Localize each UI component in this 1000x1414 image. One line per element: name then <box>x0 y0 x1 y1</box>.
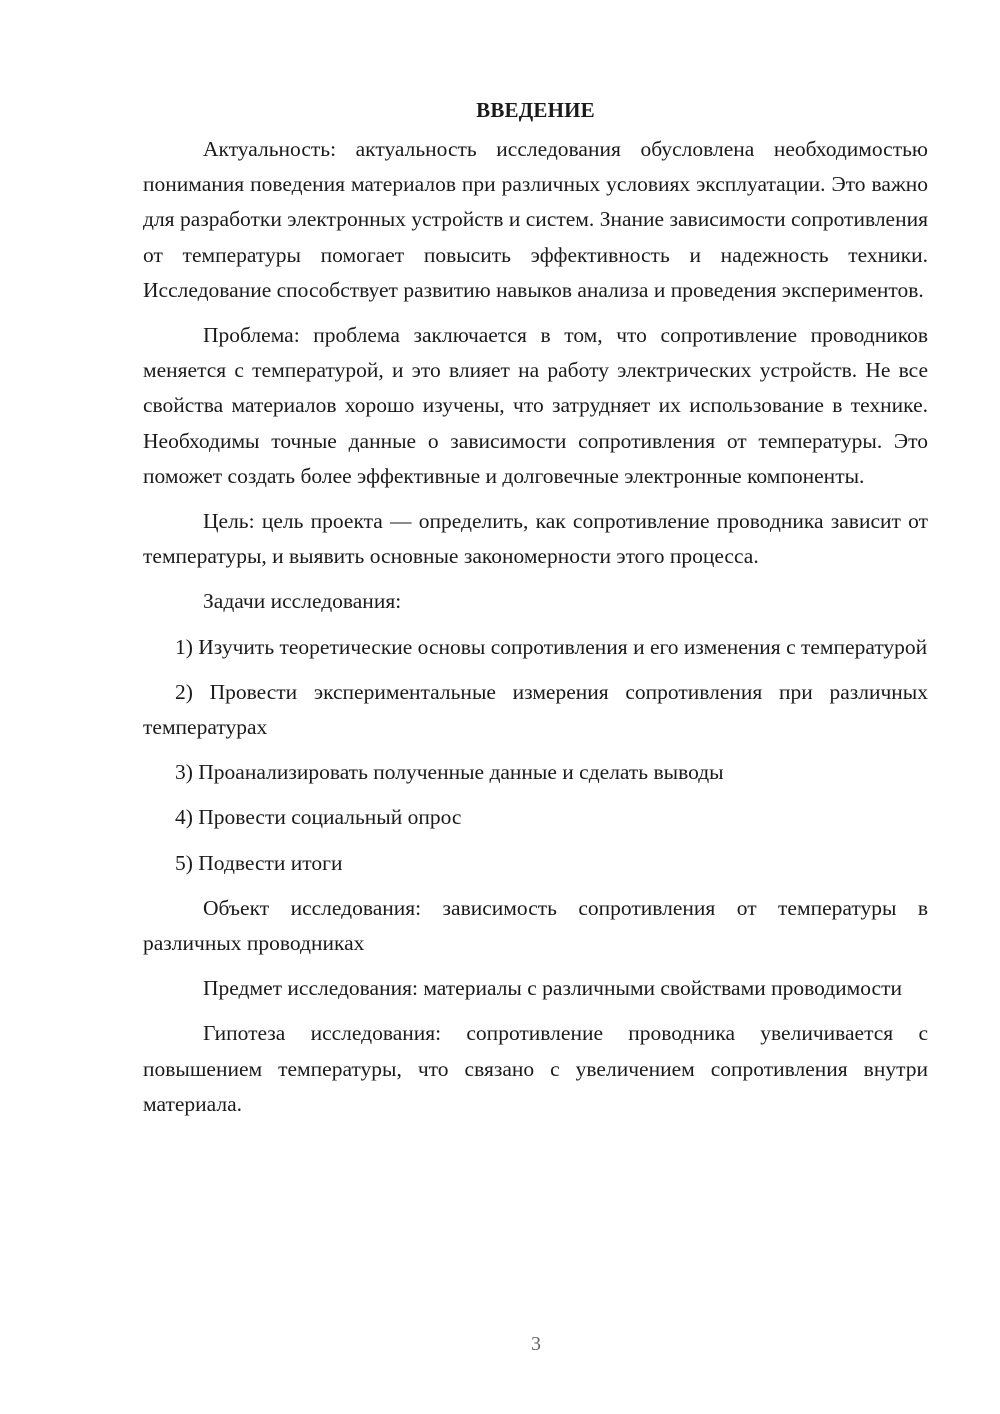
task-item-3: 3) Проанализировать полученные данные и сделать выводы <box>175 760 724 785</box>
subject-paragraph: Предмет исследования: материалы с различными свойствами проводимости <box>203 976 902 1001</box>
tasks-heading: Задачи исследования: <box>203 589 402 614</box>
task-item-5: 5) Подвести итоги <box>175 850 343 875</box>
hypothesis-paragraph: Гипотеза исследования: сопротивление проводника увеличивается с повышением температуры, что связано с увеличением сопротивления внутри материала. <box>143 1021 928 1116</box>
task-item-2: 2) Провести экспериментальные измерения сопротивления при различных температурах <box>143 679 928 740</box>
document-page <box>143 88 928 1122</box>
section-title: ВВЕДЕНИЕ <box>476 98 595 122</box>
task-item-4: 4) Провести социальный опрос <box>175 805 462 830</box>
relevance-paragraph: Актуальность: актуальность исследования обусловлена необходимостью понимания поведения материалов при различных условиях эксплуатации. Это важно для разработки электронных устройств и систем. Знание зависимости сопротивления от температуры помогает повысить эффективность и надежность техники. Исследование способствует развитию навыков анализа и проведения экспериментов. <box>143 137 928 302</box>
goal-paragraph: Цель: цель проекта — определить, как сопротивление проводника зависит от температуры, и выявить основные закономерности этого процесса. <box>143 509 928 569</box>
page-number: 3 <box>531 1333 541 1355</box>
task-item-1: 1) Изучить теоретические основы сопротивления и его изменения с температурой <box>175 634 928 659</box>
object-paragraph: Объект исследования: зависимость сопротивления от температуры в различных проводниках <box>143 895 928 956</box>
problem-paragraph: Проблема: проблема заключается в том, что сопротивление проводников меняется с температурой, и это влияет на работу электрических устройств. Не все свойства материалов хорошо изучены, что затрудняет их использование в технике. Необходимы точные данные о зависимости сопротивления от температуры. Это поможет создать более эффективные и долговечные электронные компоненты. <box>143 323 928 488</box>
